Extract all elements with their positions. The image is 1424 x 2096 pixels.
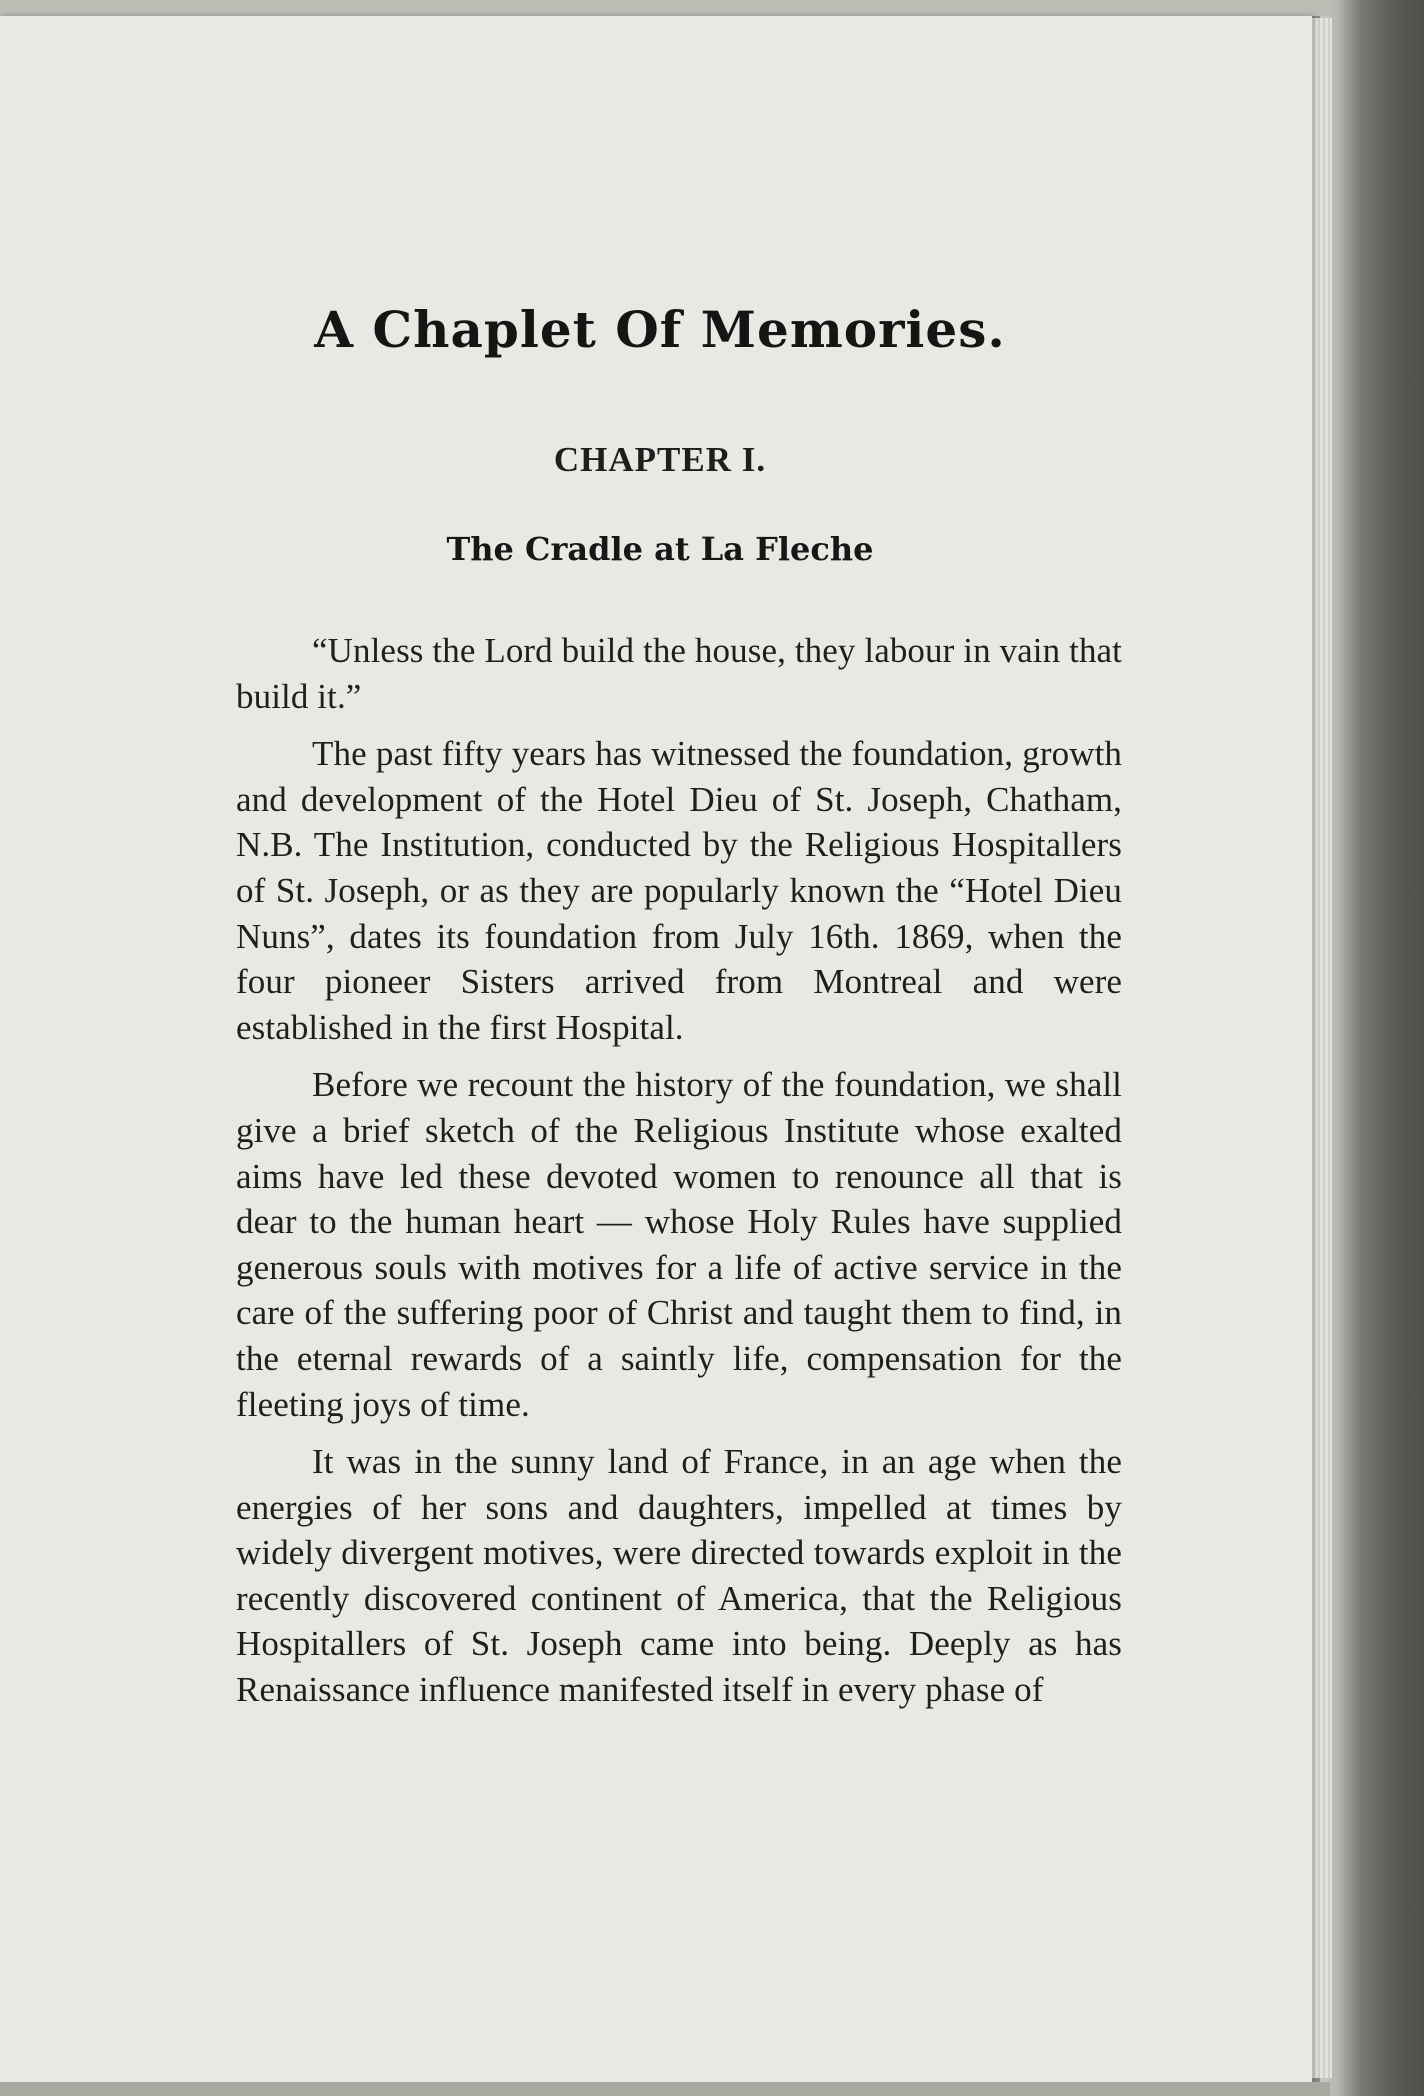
chapter-number: CHAPTER I. [553,440,767,479]
book-spine-edge [1320,0,1424,2096]
chapter-text [236,628,1122,1725]
book-title: A Chaplet Of Memories. [314,300,1006,359]
bottom-page-edge [0,2082,1330,2096]
epigraph-paragraph: “Unless the Lord build the house, they labour in vain that build it.” [236,631,1122,716]
body-paragraph: The past fifty years has witnessed the foundation, growth and development of the Hotel Dieu of St. Joseph, Chatham, N.B. The Institution, conducted by the Religious Hospitallers of St. Joseph, or as they are popularly known the “Hotel Dieu Nuns”, dates its foundation from July 16th. 1869, when the four pioneer Sisters arrived from Montreal and were established in the first Hospital. [236,734,1122,1047]
chapter-title: The Cradle at La Fleche [446,530,874,568]
body-paragraph: It was in the sunny land of France, in an age when the energies of her sons and daughters, impelled at times by widely divergent motives, were directed towards exploit in the recently discovered continent of America, that the Religious Hospitallers of St. Joseph came into being. Deeply as has Renaissance influence manifested itself in every phase of [236,1442,1122,1710]
body-paragraph: Before we recount the history of the foundation, we shall give a brief sketch of the Religious Institute whose exalted aims have led these devoted women to renounce all that is dear to the human heart — whose Holy Rules have supplied generous souls with motives for a life of active service in the care of the suffering poor of Christ and taught them to find, in the eternal rewards of a saintly life, compensation for the fleeting joys of time. [236,1065,1122,1424]
top-page-edge [0,0,1330,16]
